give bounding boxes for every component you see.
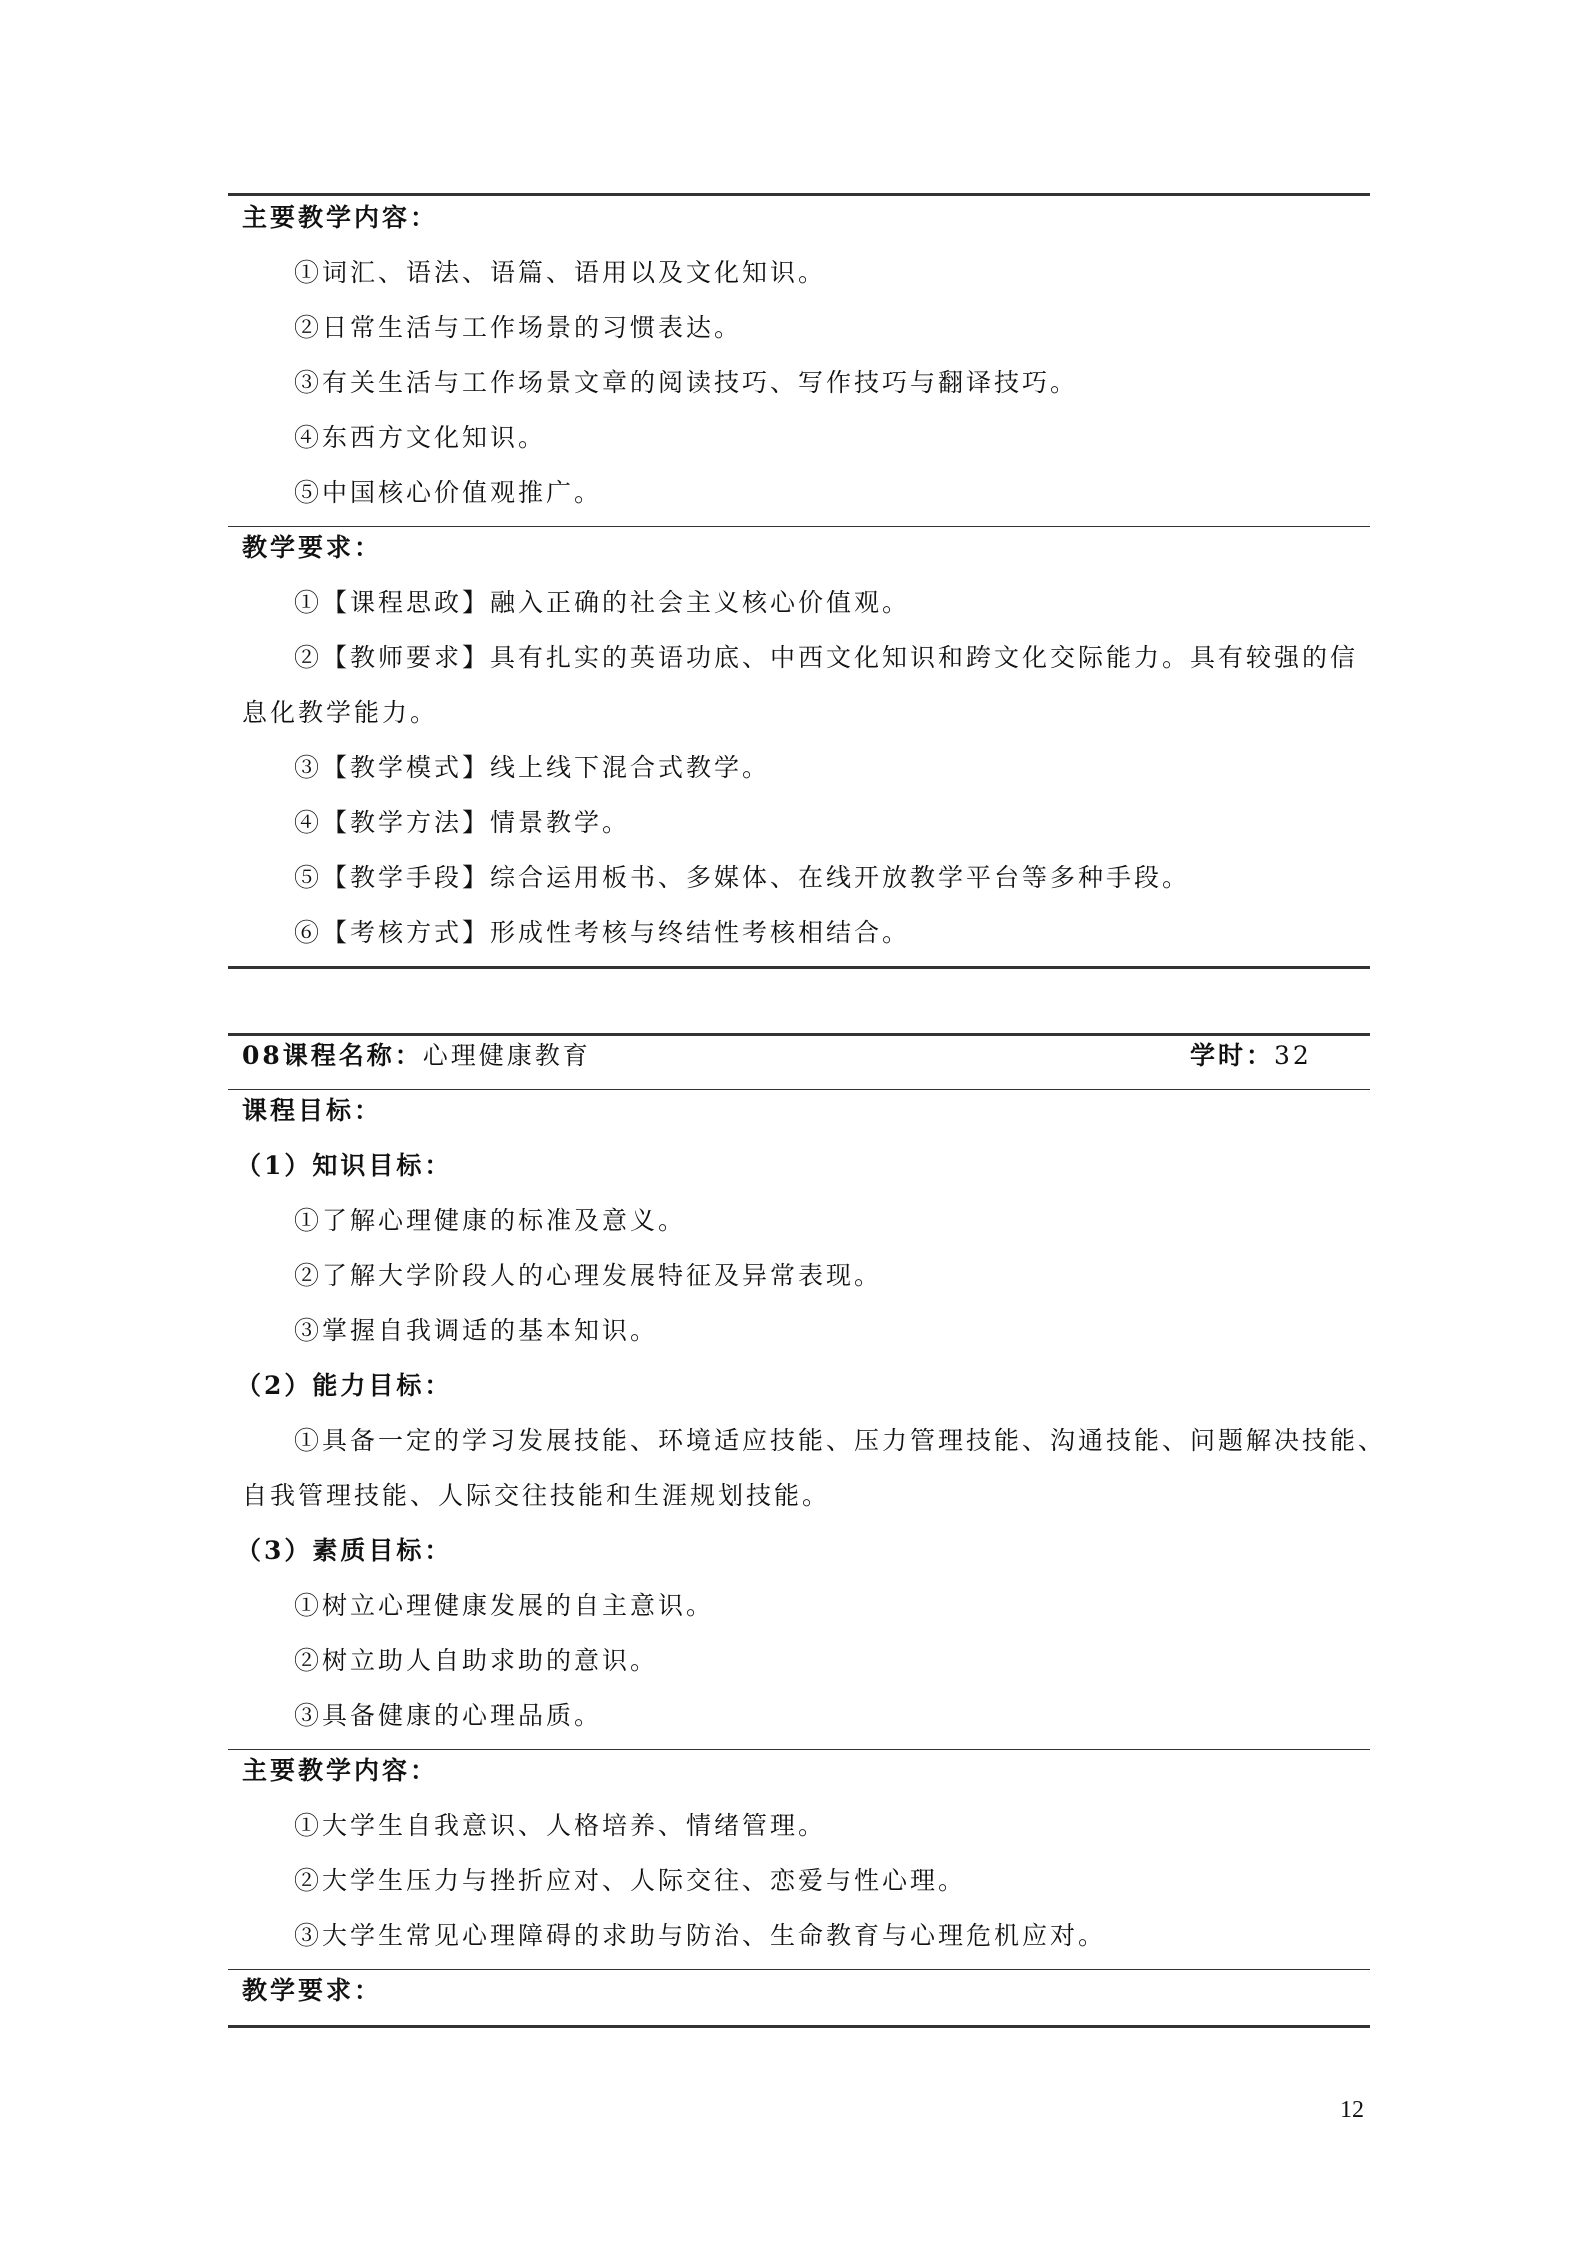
requirement-item-continuation: 息化教学能力。 (242, 698, 439, 727)
content-item: ②大学生压力与挫折应对、人际交往、恋爱与性心理。 (294, 1866, 967, 1895)
course-name-label: 08课程名称： (242, 1041, 423, 1070)
objective-item: ①了解心理健康的标准及意义。 (294, 1206, 687, 1235)
requirement-item: ③【教学模式】线上线下混合式教学。 (294, 753, 771, 782)
content-item: ①词汇、语法、语篇、语用以及文化知识。 (294, 258, 827, 287)
course-section-2 (228, 1000, 1387, 2040)
course-section-1 (228, 0, 1370, 980)
requirements-heading: 教学要求： (242, 533, 383, 562)
content-item: ③大学生常见心理障碍的求助与防治、生命教育与心理危机应对。 (294, 1921, 1107, 1950)
content-item: ②日常生活与工作场景的习惯表达。 (294, 313, 743, 342)
objective-item: ③具备健康的心理品质。 (294, 1701, 603, 1730)
objective-item: ①具备一定的学习发展技能、环境适应技能、压力管理技能、沟通技能、问题解决技能、 (294, 1426, 1387, 1455)
objectives-heading: 课程目标： (242, 1096, 383, 1125)
course-hours (1190, 1028, 1312, 1083)
section-bottom-rule (228, 966, 1370, 969)
requirement-item: ④【教学方法】情景教学。 (294, 808, 631, 837)
hours-label: 学时： (1190, 1041, 1275, 1070)
requirements-heading: 教学要求： (242, 1976, 383, 2005)
objective-item: ②了解大学阶段人的心理发展特征及异常表现。 (294, 1261, 883, 1290)
objective-item-continuation: 自我管理技能、人际交往技能和生涯规划技能。 (242, 1481, 831, 1510)
section-bottom-rule (228, 2025, 1370, 2028)
requirement-item: ⑤【教学手段】综合运用板书、多媒体、在线开放教学平台等多种手段。 (294, 863, 1191, 892)
content-item: ③有关生活与工作场景文章的阅读技巧、写作技巧与翻译技巧。 (294, 368, 1079, 397)
requirement-item: ⑥【考核方式】形成性考核与终结性考核相结合。 (294, 918, 911, 947)
page-number: 12 (1340, 2097, 1364, 2123)
content-item: ④东西方文化知识。 (294, 423, 547, 452)
ability-objectives-heading: （2）能力目标： (236, 1371, 453, 1400)
knowledge-objectives-heading: （1）知识目标： (236, 1151, 453, 1180)
requirement-item: ②【教师要求】具有扎实的英语功底、中西文化知识和跨文化交际能力。具有较强的信 (294, 643, 1359, 672)
objective-item: ③掌握自我调适的基本知识。 (294, 1316, 659, 1345)
objective-item: ①树立心理健康发展的自主意识。 (294, 1591, 715, 1620)
content-heading: 主要教学内容： (242, 1756, 439, 1785)
content-heading: 主要教学内容： (242, 203, 439, 232)
content-item: ①大学生自我意识、人格培养、情绪管理。 (294, 1811, 827, 1840)
quality-objectives-heading: （3）素质目标： (236, 1536, 453, 1565)
content-item: ⑤中国核心价值观推广。 (294, 478, 603, 507)
course-title-row (228, 1028, 1384, 1083)
objective-item: ②树立助人自助求助的意识。 (294, 1646, 659, 1675)
hours-value: 32 (1274, 1041, 1312, 1070)
requirement-item: ①【课程思政】融入正确的社会主义核心价值观。 (294, 588, 911, 617)
course-name: 心理健康教育 (422, 1041, 591, 1070)
